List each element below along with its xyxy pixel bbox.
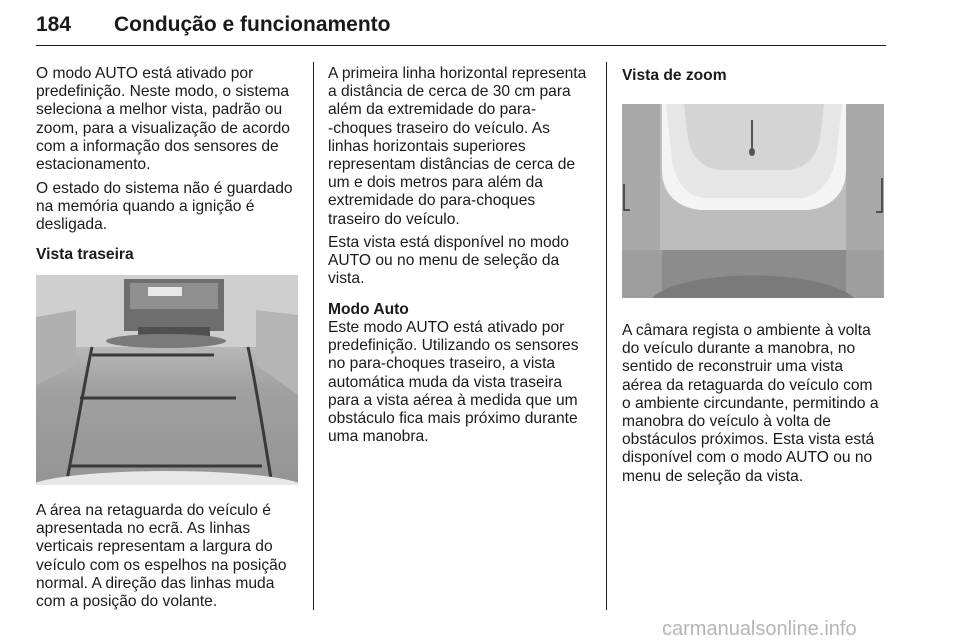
text-line: obstáculos próximos. Esta vista está — [622, 431, 875, 449]
text-line: -choques traseiro do veículo. As — [328, 119, 550, 137]
text-line: aérea da retaguarda do veículo com — [622, 376, 873, 394]
col3-caption — [622, 322, 894, 486]
text-line: além da extremidade do para- — [328, 101, 537, 119]
text-line: vista. — [328, 270, 365, 288]
text-line: uma manobra. — [328, 428, 429, 446]
text-line: A área na retaguarda do veículo é — [36, 502, 271, 519]
text-line: O modo AUTO está ativado por — [36, 65, 254, 82]
text-line: representam distâncias de cerca de — [328, 156, 576, 174]
watermark: carmanualsonline.info — [662, 618, 857, 640]
text-line: AUTO ou no menu de seleção da — [328, 252, 560, 270]
text-line: Este modo AUTO está ativado por — [328, 319, 565, 336]
col1-para2 — [36, 180, 306, 235]
text-line: veículo com os espelhos na posição — [36, 556, 287, 574]
text-line: a distância de cerca de 30 cm para — [328, 83, 571, 101]
column-divider — [313, 62, 314, 610]
text-line: sentido de reconstruir uma vista — [622, 358, 844, 376]
page-title: Condução e funcionamento — [114, 13, 391, 36]
heading-auto-mode: Modo Auto — [328, 301, 409, 318]
col2-para1 — [328, 65, 600, 229]
heading-rear-view: Vista traseira — [36, 246, 134, 263]
text-line: disponível com o modo AUTO ou no — [622, 449, 873, 467]
col1-caption — [36, 502, 306, 611]
text-line: A câmara regista o ambiente à volta — [622, 322, 871, 339]
rear-view-camera-image — [36, 275, 298, 485]
text-line: no para-choques traseiro, a vista — [328, 355, 556, 373]
text-line: linhas horizontais superiores — [328, 137, 526, 155]
text-line: verticais representam a largura do — [36, 538, 273, 556]
text-line: um e dois metros para além da — [328, 174, 543, 192]
col2-para3 — [328, 319, 600, 446]
text-line: o ambiente circundante, permitindo a — [622, 394, 879, 412]
text-line: automática muda da vista traseira — [328, 373, 563, 391]
text-line: O estado do sistema não é guardado — [36, 180, 293, 197]
text-line: para a vista aérea à medida que um — [328, 391, 578, 409]
page-number: 184 — [36, 13, 72, 36]
text-line: estacionamento. — [36, 156, 151, 174]
text-line: normal. A direção das linhas muda — [36, 574, 275, 592]
header-rule — [36, 45, 886, 46]
zoom-view-camera-image — [622, 100, 884, 300]
text-line: apresentada no ecrã. As linhas — [36, 520, 251, 538]
col1-para1 — [36, 65, 306, 174]
text-line: manobra do veículo à volta de — [622, 413, 831, 431]
text-line: predefinição. Neste modo, o sistema — [36, 83, 290, 101]
text-line: com a posição do volante. — [36, 593, 218, 611]
text-line: com a informação dos sensores de — [36, 137, 279, 155]
column-divider — [606, 62, 607, 610]
text-line: predefinição. Utilizando os sensores — [328, 337, 579, 355]
text-line: zoom, para a visualização de acordo — [36, 119, 290, 137]
text-line: A primeira linha horizontal representa — [328, 65, 587, 82]
text-line: extremidade do para-choques — [328, 192, 536, 210]
text-line: menu de seleção da vista. — [622, 467, 804, 485]
heading-zoom-view: Vista de zoom — [622, 67, 727, 84]
col2-para2 — [328, 234, 600, 289]
text-line: Esta vista está disponível no modo — [328, 234, 569, 251]
text-line: obstáculo fica mais próximo durante — [328, 410, 578, 428]
text-line: traseiro do veículo. — [328, 210, 460, 228]
text-line: na memória quando a ignição é — [36, 198, 255, 216]
text-line: do veículo durante a manobra, no — [622, 340, 856, 358]
text-line: seleciona a melhor vista, padrão ou — [36, 101, 283, 119]
text-line: desligada. — [36, 216, 108, 234]
